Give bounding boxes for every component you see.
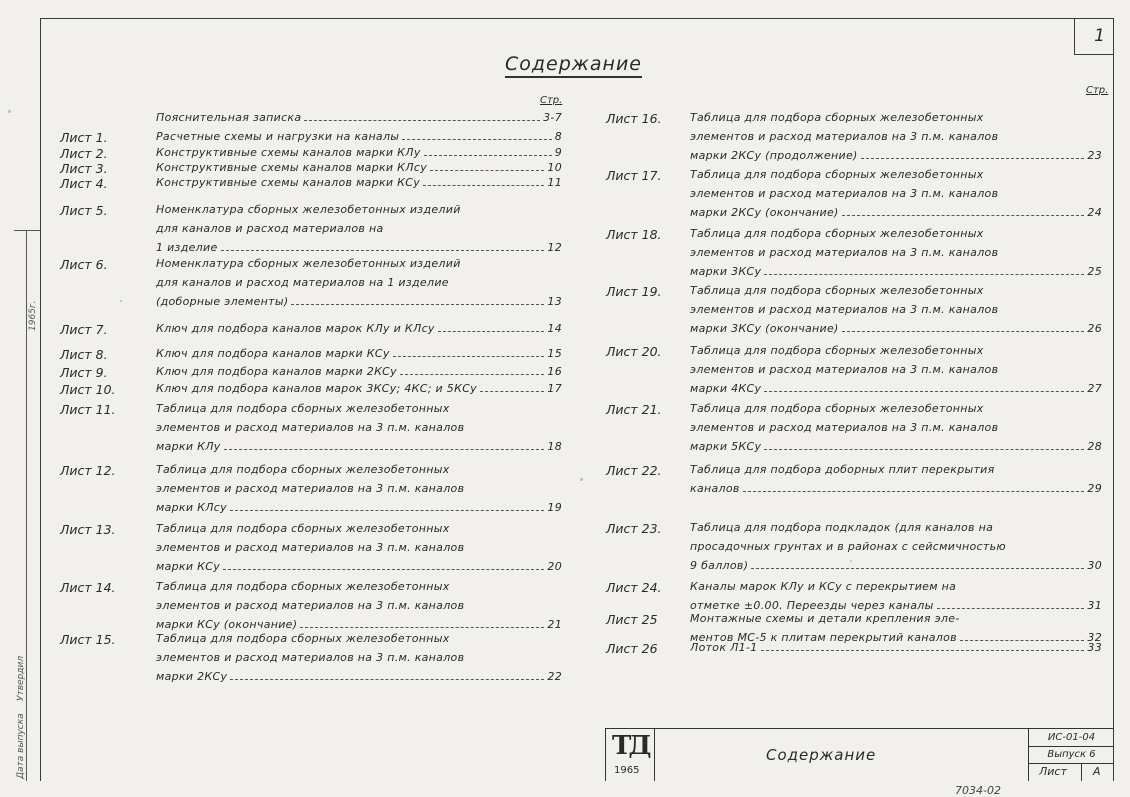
toc-entry-line-last xyxy=(690,322,1102,335)
toc-sheet-label: Лист 24. xyxy=(606,580,662,595)
toc-entry-line-last xyxy=(156,382,562,395)
toc-entry-line: Таблица для подбора сборных железобетонных xyxy=(690,111,984,124)
toc-leader xyxy=(300,627,544,628)
issue-number: Выпуск 6 xyxy=(1029,746,1114,764)
toc-entry-text: марки КЛу xyxy=(156,440,221,453)
toc-leader xyxy=(304,120,540,121)
toc-leader xyxy=(764,449,1084,450)
toc-page-number: 26 xyxy=(1087,322,1102,335)
toc-sheet-label: Лист 21. xyxy=(606,402,662,417)
toc-page-number: 13 xyxy=(547,295,562,308)
toc-page-number: 20 xyxy=(547,560,562,573)
toc-entry-text: отметке ±0.00. Переезды через каналы xyxy=(690,599,934,612)
toc-entry-line-last xyxy=(690,265,1102,278)
toc-page-number: 22 xyxy=(547,670,562,683)
toc-leader xyxy=(861,158,1085,159)
toc-leader xyxy=(761,650,1085,651)
sheet-value: А xyxy=(1093,765,1101,778)
toc-sheet-label: Лист 19. xyxy=(606,284,662,299)
toc-leader xyxy=(764,391,1084,392)
toc-leader xyxy=(221,250,545,251)
title-block-info xyxy=(1028,729,1114,781)
toc-sheet-label: Лист 6. xyxy=(60,257,108,272)
toc-leader xyxy=(430,170,544,171)
toc-entry-line: Таблица для подбора сборных железобетонных xyxy=(690,344,984,357)
toc-entry-line-last xyxy=(156,365,562,378)
toc-entry-line: Номенклатура сборных железобетонных изделий xyxy=(156,257,461,270)
toc-page-number: 25 xyxy=(1087,265,1102,278)
toc-entry-line-last xyxy=(156,347,562,360)
toc-entry-line: Таблица для подбора сборных железобетонных xyxy=(690,227,984,240)
toc-leader xyxy=(393,356,545,357)
toc-entry-text: марки КЛсу xyxy=(156,501,227,514)
toc-entry-text: Конструктивные схемы каналов марки КЛсу xyxy=(156,161,428,174)
toc-leader xyxy=(937,608,1085,609)
toc-sheet-label: Лист 14. xyxy=(60,580,116,595)
toc-entry-line-last xyxy=(156,322,562,335)
toc-entry-line-last xyxy=(690,149,1102,162)
toc-leader xyxy=(291,304,544,305)
toc-sheet-label: Лист 11. xyxy=(60,402,116,417)
toc-page-number: 24 xyxy=(1087,206,1102,219)
toc-page-number: 23 xyxy=(1087,149,1102,162)
toc-page-number: 18 xyxy=(547,440,562,453)
toc-sheet-label: Лист 18. xyxy=(606,227,662,242)
right-page-column-header: Стр. xyxy=(1086,85,1109,96)
toc-entry-line-last xyxy=(156,146,562,159)
toc-leader xyxy=(230,510,544,511)
toc-leader xyxy=(423,185,544,186)
toc-entry-text: марки 2КСу xyxy=(156,670,228,683)
toc-entry-line-last xyxy=(156,176,562,189)
page-number: 1 xyxy=(1094,26,1105,46)
toc-entry-text: марки 3КСу xyxy=(690,265,762,278)
toc-sheet-label: Лист 26 xyxy=(606,641,658,656)
toc-entry-line-last xyxy=(690,382,1102,395)
toc-entry-line-last xyxy=(690,599,1102,612)
logo-mark: ТД xyxy=(612,731,649,761)
toc-leader xyxy=(424,155,552,156)
toc-entry-line: просадочных грунтах и в районах с сейсмичностью xyxy=(690,540,1006,553)
toc-entry-line: Таблица для подбора сборных железобетонных xyxy=(690,402,984,415)
toc-page-number: 19 xyxy=(547,501,562,514)
toc-entry-text: Ключ для подбора каналов марок КЛу и КЛсу xyxy=(156,322,435,335)
toc-entry-line: элементов и расход материалов на 3 п.м. каналов xyxy=(690,187,999,200)
toc-page-number: 14 xyxy=(547,322,562,335)
toc-entry-text: Ключ для подбора каналов марки 2КСу xyxy=(156,365,397,378)
logo-year: 1965 xyxy=(614,765,640,776)
toc-sheet-label: Лист 10. xyxy=(60,382,116,397)
toc-page-number: 29 xyxy=(1087,482,1102,495)
toc-entry-line: элементов и расход материалов на 3 п.м. каналов xyxy=(156,651,465,664)
toc-entry-line-last xyxy=(690,206,1102,219)
toc-entry-text: Конструктивные схемы каналов марки КСу xyxy=(156,176,421,189)
title-block xyxy=(605,728,1113,781)
toc-entry-text: марки 2КСу (продолжение) xyxy=(690,149,858,162)
left-page-column-header: Стр. xyxy=(540,95,563,106)
side-strip xyxy=(14,230,40,781)
title-block-title: Содержание xyxy=(766,746,877,764)
toc-entry-line: Таблица для подбора сборных железобетонных xyxy=(156,580,450,593)
toc-page-number: 32 xyxy=(1087,631,1102,644)
toc-leader xyxy=(764,274,1084,275)
toc-entry-line: Таблица для подбора сборных железобетонных xyxy=(690,168,984,181)
toc-entry-line: Таблица для подбора сборных железобетонных xyxy=(156,522,450,535)
toc-entry-line-last xyxy=(156,130,562,143)
toc-page-number: 3-7 xyxy=(543,111,562,124)
toc-entry-line: Таблица для подбора доборных плит перекрытия xyxy=(690,463,995,476)
toc-page-number: 28 xyxy=(1087,440,1102,453)
toc-page-number: 21 xyxy=(547,618,562,631)
toc-entry-line: элементов и расход материалов на 3 п.м. каналов xyxy=(690,421,999,434)
toc-sheet-label: Лист 22. xyxy=(606,463,662,478)
side-label-year: 1965г. xyxy=(28,300,38,331)
toc-leader xyxy=(842,331,1085,332)
toc-entry-line-last xyxy=(690,440,1102,453)
toc-sheet-label: Лист 13. xyxy=(60,522,116,537)
toc-entry-line-last xyxy=(690,559,1102,572)
page-number-box xyxy=(1074,18,1113,55)
toc-entry-line: элементов и расход материалов на 3 п.м. каналов xyxy=(156,541,465,554)
toc-sheet-label: Лист 8. xyxy=(60,347,108,362)
toc-sheet-label: Лист 7. xyxy=(60,322,108,337)
side-label-date: Дата выпуска xyxy=(16,713,26,779)
side-label-approved: Утвердил xyxy=(16,655,26,701)
toc-page-number: 30 xyxy=(1087,559,1102,572)
toc-leader xyxy=(438,331,545,332)
toc-sheet-label: Лист 3. xyxy=(60,161,108,176)
toc-entry-line-last xyxy=(156,560,562,573)
toc-entry-text: Ключ для подбора каналов марок 3КСу; 4КС; и 5КСу xyxy=(156,382,477,395)
toc-sheet-label: Лист 23. xyxy=(606,521,662,536)
toc-entry-line: для каналов и расход материалов на 1 изделие xyxy=(156,276,449,289)
toc-entry-line: Таблица для подбора сборных железобетонных xyxy=(156,463,450,476)
toc-entry-line-last xyxy=(156,161,562,174)
toc-page-number: 31 xyxy=(1087,599,1102,612)
toc-entry-line: Таблица для подбора сборных железобетонных xyxy=(690,284,984,297)
toc-entry-text: Конструктивные схемы каналов марки КЛу xyxy=(156,146,421,159)
toc-entry-text: (доборные элементы) xyxy=(156,295,289,308)
toc-page-number: 8 xyxy=(554,130,562,143)
toc-page-number: 10 xyxy=(547,161,562,174)
toc-entry-line: элементов и расход материалов на 3 п.м. каналов xyxy=(690,130,999,143)
toc-page-number: 16 xyxy=(547,365,562,378)
page-title: Содержание xyxy=(505,53,642,78)
toc-entry-line: Таблица для подбора сборных железобетонных xyxy=(156,632,450,645)
toc-page-number: 15 xyxy=(547,347,562,360)
toc-entry-line-last xyxy=(156,241,562,254)
toc-entry-text: марки 2КСу (окончание) xyxy=(690,206,839,219)
archive-number: 7034-02 xyxy=(955,784,1001,797)
toc-entry-text: марки 5КСу xyxy=(690,440,762,453)
toc-leader xyxy=(480,391,544,392)
toc-sheet-label: Лист 2. xyxy=(60,146,108,161)
toc-entry-text: Лоток Л1-1 xyxy=(690,641,758,654)
toc-sheet-label: Лист 4. xyxy=(60,176,108,191)
toc-sheet-label: Лист 9. xyxy=(60,365,108,380)
toc-page-number: 11 xyxy=(547,176,562,189)
sheet-label: Лист xyxy=(1039,765,1067,778)
toc-entry-line: для каналов и расход материалов на xyxy=(156,222,384,235)
toc-entry-text: марки КСу (окончание) xyxy=(156,618,298,631)
toc-entry-text: Пояснительная записка xyxy=(156,111,302,124)
toc-leader xyxy=(224,449,545,450)
toc-entry-text: Ключ для подбора каналов марки КСу xyxy=(156,347,390,360)
toc-leader xyxy=(751,568,1084,569)
toc-page-number: 33 xyxy=(1087,641,1102,654)
toc-sheet-label: Лист 17. xyxy=(606,168,662,183)
toc-entry-text: марки 4КСу xyxy=(690,382,762,395)
toc-entry-text: Расчетные схемы и нагрузки на каналы xyxy=(156,130,400,143)
toc-entry-text: ментов МС-5 к плитам перекрытий каналов xyxy=(690,631,957,644)
toc-entry-line: Таблица для подбора сборных железобетонных xyxy=(156,402,450,415)
toc-entry-text: 9 баллов) xyxy=(690,559,749,572)
institute-logo xyxy=(606,729,655,781)
toc-sheet-label: Лист 1. xyxy=(60,130,108,145)
toc-entry-line: Монтажные схемы и детали крепления эле- xyxy=(690,612,960,625)
toc-entry-line: Каналы марок КЛу и КСу с перекрытием на xyxy=(690,580,957,593)
toc-leader xyxy=(223,569,544,570)
toc-entry-line-last xyxy=(156,440,562,453)
toc-sheet-label: Лист 16. xyxy=(606,111,662,126)
toc-entry-line-last xyxy=(156,670,562,683)
toc-sheet-label: Лист 20. xyxy=(606,344,662,359)
toc-page-number: 27 xyxy=(1087,382,1102,395)
toc-page-number: 9 xyxy=(554,146,562,159)
toc-entry-line: Номенклатура сборных железобетонных изделий xyxy=(156,203,461,216)
toc-entry-line-last xyxy=(156,501,562,514)
toc-sheet-label: Лист 12. xyxy=(60,463,116,478)
toc-leader xyxy=(230,679,544,680)
toc-leader xyxy=(842,215,1085,216)
toc-entry-text: каналов xyxy=(690,482,740,495)
toc-entry-line: элементов и расход материалов на 3 п.м. каналов xyxy=(690,363,999,376)
toc-entry-line: элементов и расход материалов на 3 п.м. каналов xyxy=(690,246,999,259)
toc-leader xyxy=(743,491,1085,492)
toc-entry-text: 1 изделие xyxy=(156,241,218,254)
toc-entry-line: элементов и расход материалов на 3 п.м. каналов xyxy=(690,303,999,316)
toc-entry-line-last xyxy=(690,482,1102,495)
toc-entry-line-last xyxy=(690,641,1102,654)
toc-page-number: 17 xyxy=(547,382,562,395)
toc-sheet-label: Лист 25 xyxy=(606,612,658,627)
toc-page-number: 12 xyxy=(547,241,562,254)
toc-leader xyxy=(400,374,544,375)
toc-entry-line: Таблица для подбора подкладок (для каналов на xyxy=(690,521,994,534)
toc-sheet-label: Лист 5. xyxy=(60,203,108,218)
toc-leader xyxy=(402,139,551,140)
toc-entry-line-last xyxy=(156,295,562,308)
toc-entry-line: элементов и расход материалов на 3 п.м. каналов xyxy=(156,482,465,495)
toc-sheet-label: Лист 15. xyxy=(60,632,116,647)
toc-entry-line-last xyxy=(156,618,562,631)
toc-entry-line: элементов и расход материалов на 3 п.м. каналов xyxy=(156,599,465,612)
toc-entry-text: марки 3КСу (окончание) xyxy=(690,322,839,335)
toc-entry-line-last xyxy=(156,111,562,124)
document-code: ИС-01-04 xyxy=(1029,729,1114,747)
toc-entry-line: элементов и расход материалов на 3 п.м. каналов xyxy=(156,421,465,434)
toc-entry-text: марки КСу xyxy=(156,560,221,573)
